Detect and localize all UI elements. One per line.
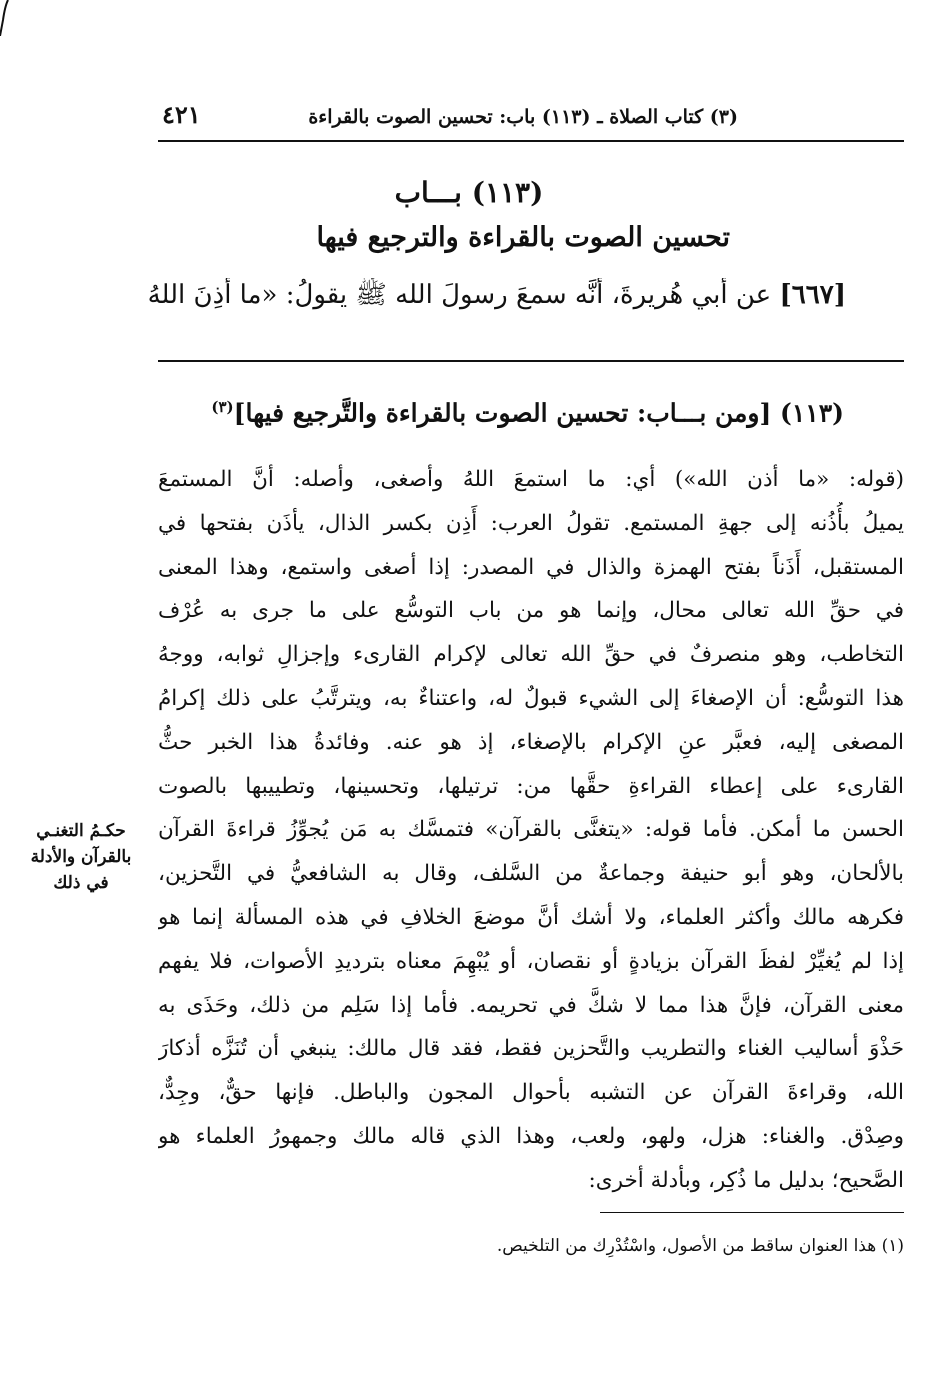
body-line: المستقبل، أَذَناً بفتح الهمزة والذال في المصدر: إذا أصغى واستمع، وهذا المعنى (158, 554, 904, 580)
page-number: ٤٢١ (162, 100, 201, 129)
body-line: وصِدْق. والغناء: هزل، ولهو، ولعب، وهذا الذي قاله مالك وجمهورُ العلماء هو (158, 1123, 904, 1149)
section-separator (158, 360, 904, 362)
footnote-rule (600, 1212, 904, 1213)
body-line: معنى القرآن، فإنَّ هذا مما لا شكَّ في تحريمه. فأما إذا سَلِم من ذلك، وحَذَى به (158, 992, 904, 1018)
hadith-text-line (126, 278, 846, 316)
hadith-number: [٦٦٧] (779, 280, 846, 310)
body-line: بالألحان، وهو أبو حنيفة وجماعةٌ من السَّلف، وقال به الشافعيُّ في التَّحزين، (158, 861, 904, 887)
body-line: التخاطب، وهو منصرفٌ في حقِّ الله تعالى لإكرام القارىء وإجزالِ ثوابه، ووجهُ (158, 642, 904, 668)
body-line: المصغى إليه، فعبَّر عنِ الإكرام بالإصغاء، إذ هو عنه. وفائدةُ هذا الخبر حثُّ (158, 729, 904, 755)
footnote-reference: (٣) (211, 398, 234, 416)
body-line: (قوله: «ما أذن الله») أي: ما استمعَ اللهُ وأصغى، وأصله: أنَّ المستمعَ (158, 467, 904, 492)
margin-note-line: بالقرآن والأدلة (30, 847, 132, 867)
running-title: (٣) كتاب الصلاة ـ (١١٣) باب: تحسين الصوت بالقراءة (308, 106, 738, 128)
margin-note-line: في ذلك (53, 873, 109, 893)
commentary-heading-text: (١١٣) [ومن بـــاب: تحسين الصوت بالقراءة والتَّرجيع فيها] (233, 398, 844, 428)
hadith-text: عن أبي هُريرةَ، أنَّه سمعَ رسولَ الله ﷺ يقولُ: «ما أَذِنَ اللهُ (147, 280, 772, 310)
body-line: هذا التوسُّع: أن الإصغاءَ إلى الشيء قبولٌ له، واعتناءٌ به، ويترتَّبُ على ذلك إكرامُ (158, 685, 904, 711)
chapter-title: تحسين الصوت بالقراءة والترجيع فيها (316, 222, 730, 253)
body-line: الله، وقراءةَ القرآن عن التشبه بأحوال المجون والباطل. فإنها حقٌّ، وجِدٌّ، (158, 1080, 904, 1106)
footnote: (١) هذا العنوان ساقط من الأصول، واسْتُدْرِك من التلخيص. (496, 1236, 904, 1256)
chapter-number: (١١٣) بـــاب (394, 176, 544, 209)
body-line: القارىء على إعطاء القراءةِ حقَّها من: ترتيلها، وتحسينها، وتطييبها بالصوت (158, 773, 904, 799)
margin-note (6, 818, 156, 896)
body-line: الحسن ما أمكن. فأما قوله: «يتغنَّى بالقرآن» فتمسَّك به مَن يُجوِّزُ قراءةَ القرآن (158, 817, 904, 843)
body-line: فكرهه مالك وأكثر العلماء، ولا أشك أنَّ موضعَ الخلافِ في هذه المسألة إنما هو (158, 904, 904, 930)
body-line: الصَّحيح؛ بدليل ما ذُكِر، وبأدلة أخرى: (588, 1167, 904, 1193)
body-line: حَذْوَ أساليب الغناء والتطريب والتَّحزين فقط، فقد قال مالك: ينبغي أن تُنَزَّه أذكارَ (158, 1036, 904, 1062)
margin-note-line: حكـمُ التغنـي (36, 821, 126, 841)
commentary-body (158, 458, 904, 1203)
header-rule (158, 140, 904, 142)
body-line: في حقِّ الله تعالى محال، وإنما هو من باب التوسُّع على ما جرى به عُرْف (158, 598, 904, 624)
body-line: يميلُ بأُذُنه إلى جهةِ المستمع. تقولُ العرب: أَذِن بكسر الذال، يأذَن بفتحها في (158, 510, 904, 536)
scan-corner-mark (0, 0, 10, 36)
body-line: إذا لم يُغيِّرْ لفظَ القرآن بزيادةٍ أو نقصان، أو يُبْهِمَ معناه بترديدِ الأصوات، فلا يفهم (158, 948, 904, 974)
commentary-heading (211, 398, 844, 427)
